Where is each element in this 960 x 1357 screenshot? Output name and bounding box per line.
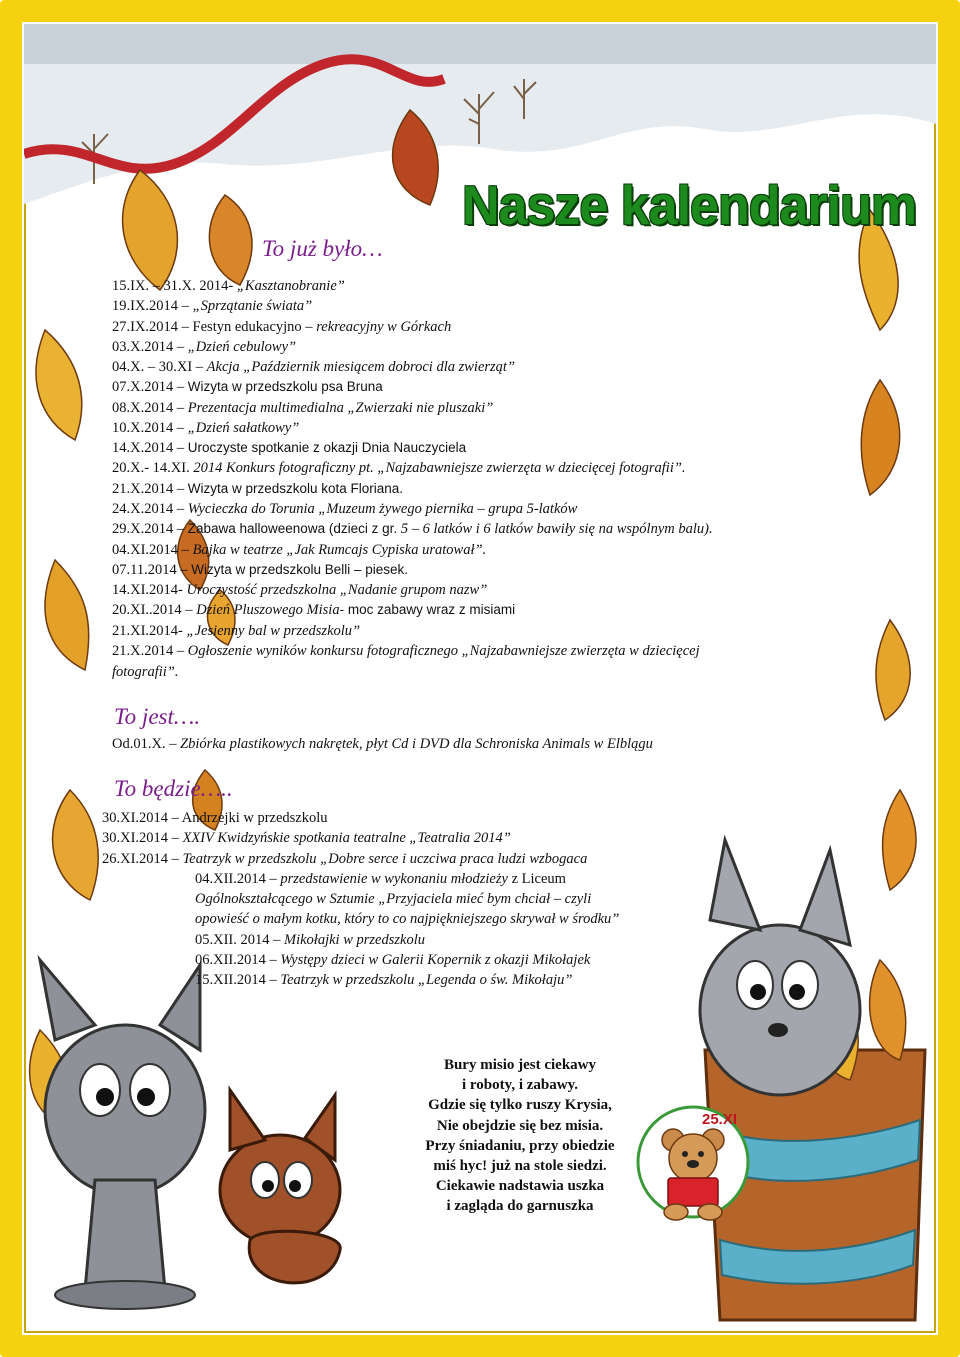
event-item: 30.XI.2014 – Andrzejki w przedszkolu — [102, 810, 328, 826]
event-item: 07.X.2014 – Wizyta w przedszkolu psa Bruna — [112, 379, 383, 395]
teddy-bear-day-badge — [628, 1100, 758, 1240]
event-item: 06.XII.2014 – Występy dzieci w Galerii Kopernik z okazji Mikołajek — [195, 952, 591, 968]
event-item: 14.XI.2014- Uroczystość przedszkolna „Nadanie grupom nazw” — [112, 582, 488, 598]
event-item: 20.X.- 14.XI. 2014 Konkurs fotograficzny pt. „Najzabawniejsze zwierzęta w dziecięcej fotografii”. — [112, 460, 686, 476]
event-item-continuation: Ogólnokształcącego w Sztumie „Przyjaciela mieć bym chciał – czyli — [195, 891, 592, 907]
teddy-bear-poem — [400, 1055, 640, 1217]
poem-line: Bury misio jest ciekawy — [443, 1057, 597, 1073]
event-item: 03.X.2014 – „Dzień cebulowy” — [112, 339, 297, 355]
badge-date: 25.XI — [702, 1111, 738, 1128]
event-item: 04.XII.2014 – przedstawienie w wykonaniu młodzieży z Liceum — [195, 871, 566, 887]
event-item: Od.01.X. – Zbiórka plastikowych nakrętek, płyt Cd i DVD dla Schroniska Animals w Elblągu — [112, 736, 653, 752]
poem-line: i zagląda do garnuszka — [446, 1198, 594, 1215]
page-title: Nasze kalendarium — [462, 175, 917, 237]
poem-line: Gdzie się tylko ruszy Krysia, — [428, 1097, 612, 1114]
section-title-present: To jest…. — [114, 704, 201, 729]
event-item-continuation: opowieść o małym kotku, który to co najpiękniejszego skrywał w środku” — [195, 911, 620, 927]
event-item: 10.X.2014 – „Dzień sałatkowy” — [112, 420, 300, 436]
event-item: 05.XII. 2014 – Mikołajki w przedszkolu — [195, 932, 425, 948]
event-item: 04.XI.2014 – Bajka w teatrze „Jak Rumcajs Cypiska uratował”. — [112, 542, 487, 558]
poem-line: Ciekawie nadstawia uszka — [435, 1178, 605, 1195]
event-item: 08.X.2014 – Prezentacja multimedialna „Zwierzaki nie pluszaki” — [112, 400, 494, 416]
poem-line: Nie obejdzie się bez misia. — [436, 1117, 604, 1134]
event-item: 30.XI.2014 – XXIV Kwidzyńskie spotkania teatralne „Teatralia 2014” — [102, 830, 511, 846]
event-item: 24.X.2014 – Wycieczka do Torunia „Muzeum żywego piernika – grupa 5-latków — [112, 501, 578, 517]
event-item: 15.XII.2014 – Teatrzyk w przedszkolu „Legenda o św. Mikołaju” — [195, 972, 573, 988]
event-item: 19.IX.2014 – „Sprzątanie świata” — [112, 298, 313, 314]
event-item: 26.XI.2014 – Teatrzyk w przedszkolu „Dobre serce i uczciwa praca ludzi wzbogaca — [102, 851, 588, 867]
event-item: 04.X. – 30.XI – Akcja „Październik miesiącem dobroci dla zwierząt” — [112, 359, 516, 375]
event-item: 20.XI..2014 – Dzień Pluszowego Misia- moc zabawy wraz z misiami — [112, 602, 516, 618]
section-title-future: To będzie….. — [114, 776, 233, 801]
event-item: 14.X.2014 – Uroczyste spotkanie z okazji Dnia Nauczyciela — [112, 440, 467, 456]
event-item: 27.IX.2014 – Festyn edukacyjno – rekreacyjny w Górkach — [112, 319, 452, 335]
event-item: 21.X.2014 – Wizyta w przedszkolu kota Floriana. — [112, 481, 404, 497]
poem-line: Przy śniadaniu, przy obiedzie — [425, 1137, 615, 1154]
event-item-continuation: fotografii”. — [112, 664, 179, 680]
event-item: 29.X.2014 – Zabawa halloweenowa (dzieci z gr. 5 – 6 latków i 6 latków bawiły się na wspólnym balu). — [112, 521, 713, 537]
event-item: 21.XI.2014- „Jesienny bal w przedszkolu” — [112, 623, 361, 639]
event-item: 07.11.2014 – Wizyta w przedszkolu Belli – piesek. — [112, 562, 409, 578]
event-item: 15.IX. – 31.X. 2014- „Kasztanobranie” — [112, 278, 345, 294]
poem-line: miś hyc! już na stole siedzi. — [433, 1158, 607, 1175]
event-item: 21.X.2014 – Ogłoszenie wyników konkursu fotograficznego „Najzabawniejsze zwierzęta w dziecięcej — [112, 643, 700, 659]
poem-line: i roboty, i zabawy. — [462, 1077, 578, 1094]
section-title-past: To już było… — [262, 236, 383, 261]
